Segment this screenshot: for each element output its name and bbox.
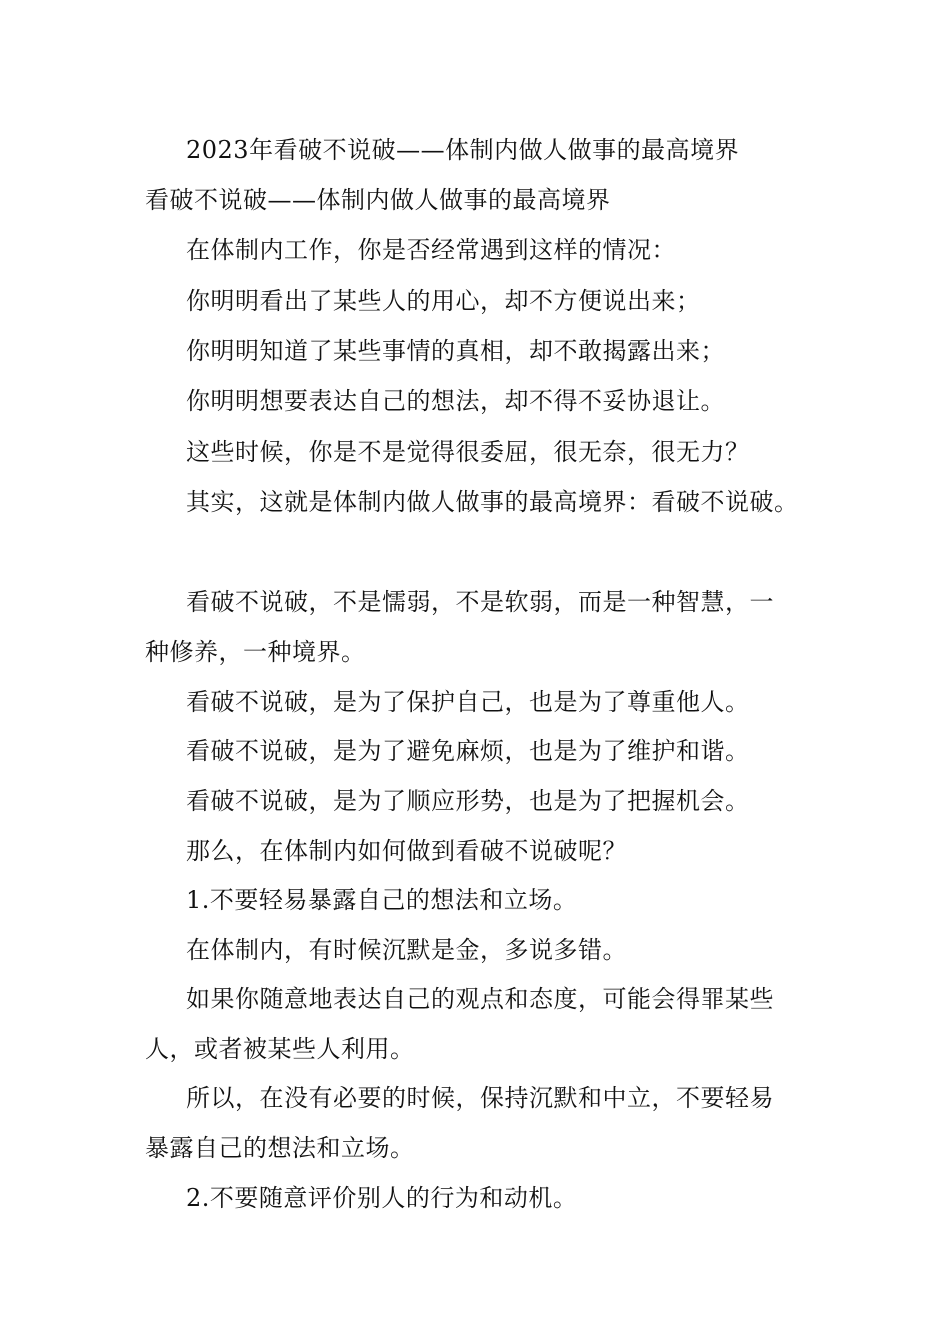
paragraph-line: 你明明知道了某些事情的真相，却不敢揭露出来； (186, 337, 725, 365)
paragraph-line: 看破不说破，是为了保护自己，也是为了尊重他人。 (186, 688, 750, 716)
paragraph-line: 其实，这就是体制内做人做事的最高境界：看破不说破。 (186, 488, 799, 516)
paragraph-line: 这些时候，你是不是觉得很委屈，很无奈，很无力？ (186, 438, 750, 466)
paragraph-line: 看破不说破，是为了避免麻烦，也是为了维护和谐。 (186, 737, 750, 765)
paragraph-line: 种修养，一种境界。 (145, 638, 366, 666)
document-title: 2023年看破不说破——体制内做人做事的最高境界 (186, 136, 740, 164)
paragraph-line: 在体制内工作，你是否经常遇到这样的情况： (186, 236, 676, 264)
paragraph-line: 人，或者被某些人利用。 (145, 1035, 415, 1063)
paragraph-line: 在体制内，有时候沉默是金，多说多错。 (186, 936, 627, 964)
paragraph-line: 如果你随意地表达自己的观点和态度，可能会得罪某些 (186, 985, 774, 1013)
paragraph-line: 那么，在体制内如何做到看破不说破呢？ (186, 837, 627, 865)
paragraph-line: 所以，在没有必要的时候，保持沉默和中立，不要轻易 (186, 1084, 774, 1112)
paragraph-line: 看破不说破，不是懦弱，不是软弱，而是一种智慧，一 (186, 588, 774, 616)
section-heading: 2.不要随意评价别人的行为和动机。 (186, 1184, 578, 1212)
paragraph-line: 你明明想要表达自己的想法，却不得不妥协退让。 (186, 387, 725, 415)
document-subtitle: 看破不说破——体制内做人做事的最高境界 (145, 186, 611, 214)
paragraph-line: 暴露自己的想法和立场。 (145, 1134, 415, 1162)
paragraph-line: 看破不说破，是为了顺应形势，也是为了把握机会。 (186, 787, 750, 815)
paragraph-line: 你明明看出了某些人的用心，却不方便说出来； (186, 287, 701, 315)
section-heading: 1.不要轻易暴露自己的想法和立场。 (186, 886, 578, 914)
